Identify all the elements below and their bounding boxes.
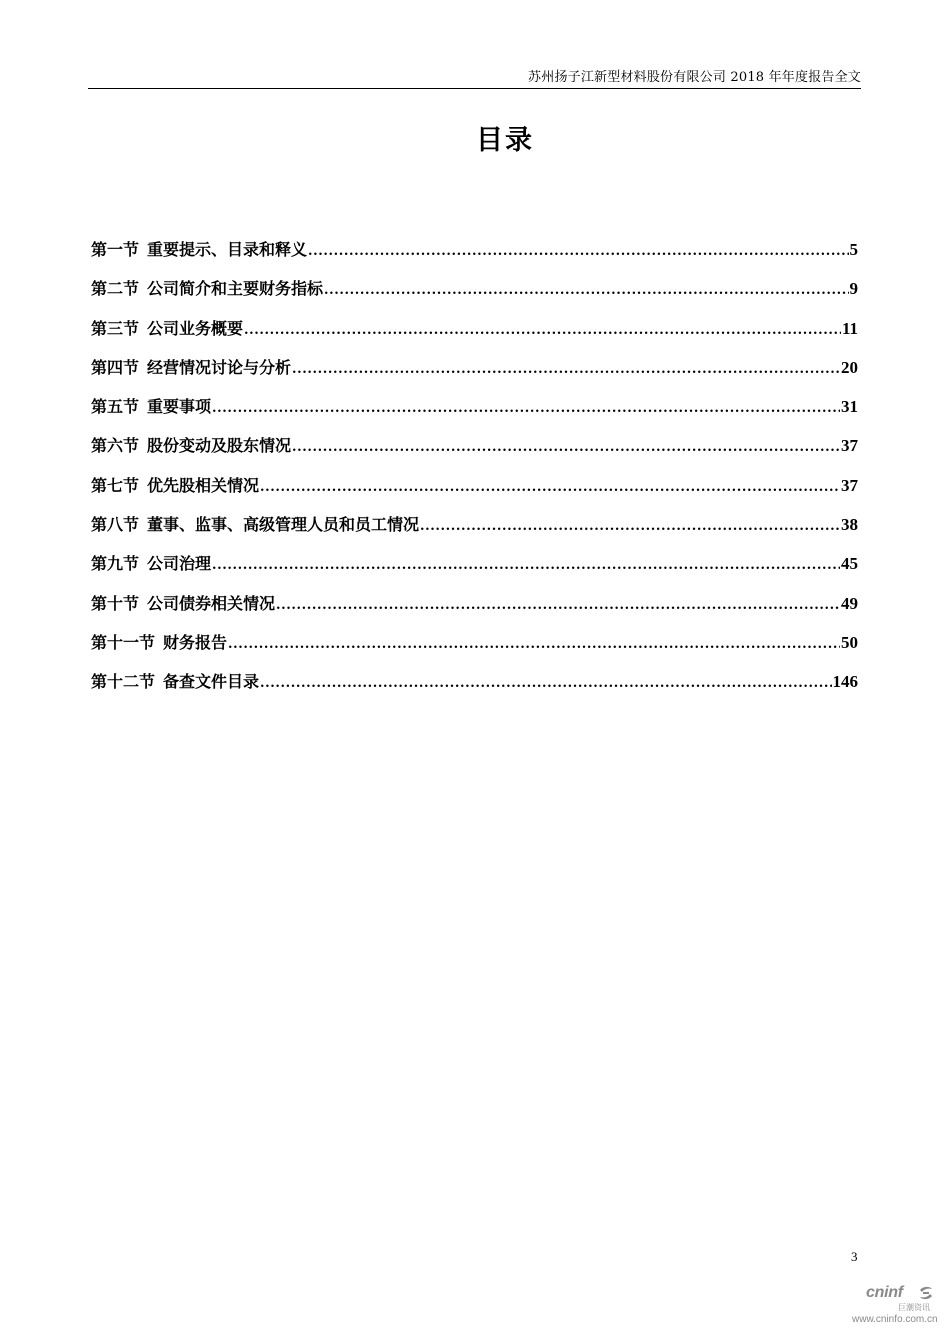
toc-dot-leader (260, 676, 831, 691)
toc-entry[interactable] (91, 630, 858, 669)
toc-page-number: 20 (841, 357, 858, 377)
table-of-contents (91, 237, 858, 709)
toc-section-title: 备查文件目录 (163, 672, 260, 692)
toc-page-number: 50 (841, 632, 858, 652)
toc-section-title: 优先股相关情况 (147, 475, 260, 495)
toc-dot-leader (324, 283, 848, 298)
toc-entry[interactable] (91, 669, 858, 708)
toc-section-title: 经营情况讨论与分析 (147, 357, 292, 377)
toc-dot-leader (420, 519, 840, 534)
toc-dot-leader (292, 440, 840, 455)
toc-section-number: 第十节 (91, 593, 140, 613)
toc-dot-leader (308, 244, 848, 259)
page-number: 3 (851, 1249, 858, 1264)
toc-section-title: 公司简介和主要财务指标 (147, 279, 324, 299)
toc-section-title: 公司债券相关情况 (147, 593, 276, 613)
toc-entry[interactable] (91, 512, 858, 551)
toc-section-title: 重要提示、目录和释义 (147, 240, 308, 259)
toc-entry[interactable] (91, 551, 858, 590)
toc-page-number: 37 (841, 475, 858, 495)
cninfo-chinese-name: 巨潮资讯 (898, 1303, 930, 1312)
report-header-title: 苏州扬子江新型材料股份有限公司 2018 年年度报告全文 (528, 70, 861, 85)
toc-section-number: 第十一节 (91, 632, 156, 652)
toc-section-title: 股份变动及股东情况 (147, 436, 292, 456)
toc-section-number: 第五节 (91, 397, 140, 417)
cninfo-logo-icon (918, 1286, 934, 1300)
toc-page-number: 146 (832, 672, 858, 692)
toc-page-number: 49 (841, 593, 858, 613)
toc-page-number: 37 (841, 436, 858, 456)
toc-section-number: 第八节 (91, 515, 140, 535)
toc-section-title: 公司治理 (147, 554, 212, 574)
toc-entry[interactable] (91, 276, 858, 315)
toc-page-number: 5 (849, 240, 858, 259)
toc-section-number: 第三节 (91, 318, 140, 338)
toc-section-number: 第二节 (91, 279, 140, 299)
toc-page-number: 38 (841, 515, 858, 535)
toc-dot-leader (292, 362, 840, 377)
toc-entry[interactable] (91, 237, 858, 276)
toc-entry[interactable] (91, 473, 858, 512)
toc-dot-leader (212, 401, 840, 416)
toc-entry[interactable] (91, 591, 858, 630)
toc-section-title: 重要事项 (147, 397, 212, 417)
toc-section-number: 第四节 (91, 357, 140, 377)
page-header (88, 64, 861, 89)
toc-dot-leader (276, 598, 840, 613)
toc-section-number: 第七节 (91, 475, 140, 495)
toc-page-number: 45 (841, 554, 858, 574)
toc-page-number: 9 (849, 279, 858, 299)
toc-section-number: 第一节 (91, 240, 140, 259)
cninfo-watermark (852, 1284, 942, 1334)
toc-entry[interactable] (91, 316, 858, 355)
cninfo-url: www.cninfo.com.cn (852, 1314, 938, 1325)
toc-page-number: 31 (841, 397, 858, 417)
toc-section-number: 第六节 (91, 436, 140, 456)
toc-page-number: 11 (841, 318, 858, 338)
toc-dot-leader (228, 637, 840, 652)
toc-dot-leader (260, 480, 840, 495)
toc-section-title: 董事、监事、高级管理人员和员工情况 (147, 515, 420, 535)
toc-section-title: 公司业务概要 (147, 318, 244, 338)
toc-section-title: 财务报告 (163, 632, 228, 652)
toc-entry[interactable] (91, 394, 858, 433)
cninfo-logo-text: cninf (866, 1284, 903, 1301)
toc-entry[interactable] (91, 355, 858, 394)
toc-entry[interactable] (91, 433, 858, 472)
toc-dot-leader (212, 558, 840, 573)
toc-section-number: 第十二节 (91, 672, 156, 692)
toc-section-number: 第九节 (91, 554, 140, 574)
toc-title: 目录 (476, 125, 534, 156)
toc-dot-leader (244, 323, 841, 338)
